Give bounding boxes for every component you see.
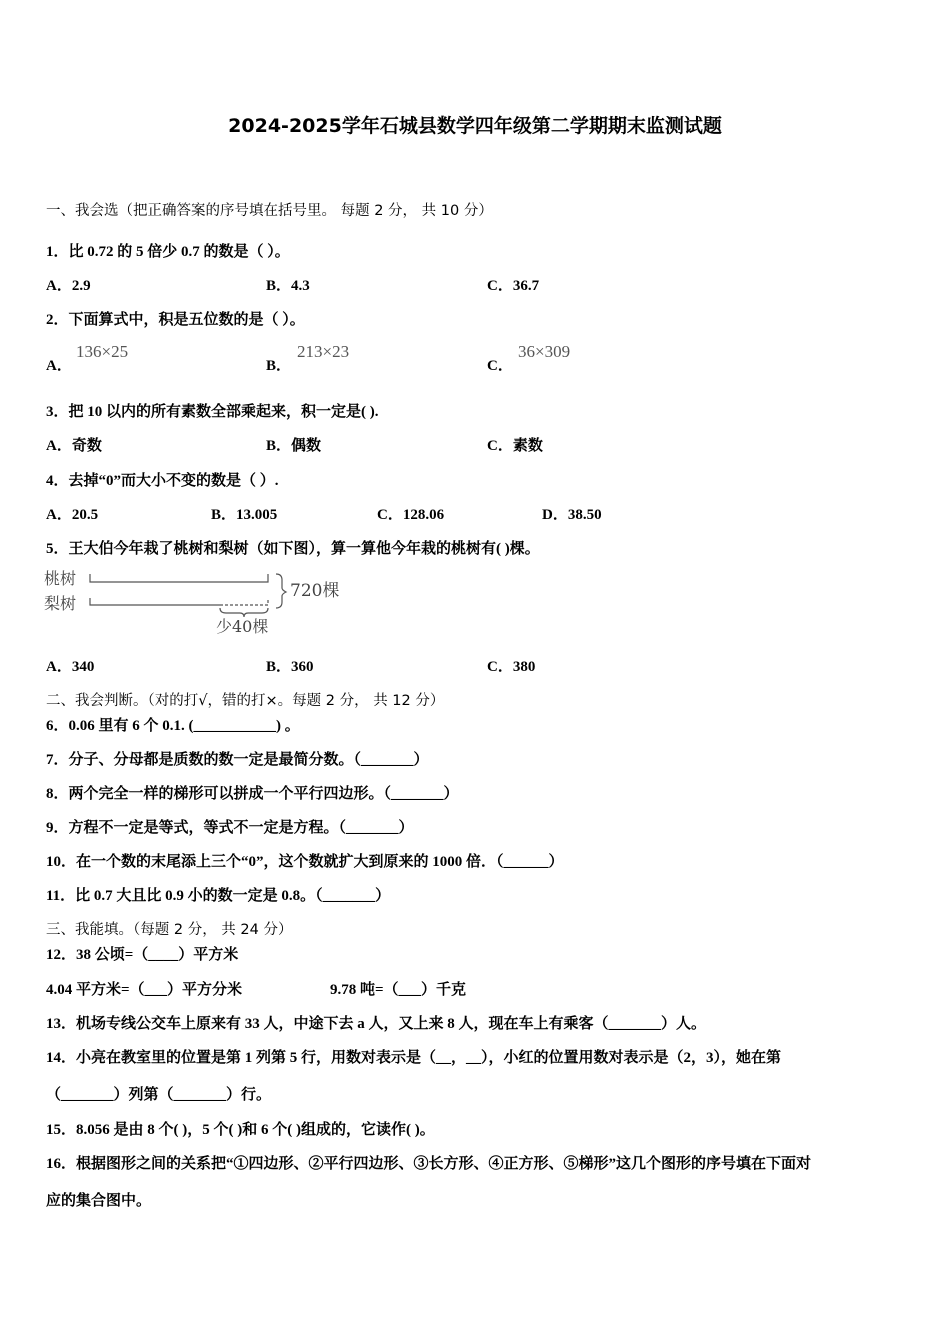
less-label: 少40棵: [216, 617, 269, 636]
question-10: 10．在一个数的末尾添上三个“0”，这个数就扩大到原来的 1000 倍．（______）: [46, 854, 564, 870]
q4-option-c: C．128.06: [377, 507, 445, 523]
q4-option-b: B．13.005: [211, 507, 278, 523]
peach-segment: [90, 574, 268, 582]
question-1: 1．比 0.72 的 5 倍少 0.7 的数是（ ）。: [46, 244, 290, 260]
pear-label: 梨树: [44, 594, 77, 613]
q1-option-a: A．2.9: [46, 278, 91, 294]
question-5: 5．王大伯今年栽了桃树和梨树（如下图），算一算他今年栽的桃树有( )棵。: [46, 541, 540, 557]
q1-option-b: B．4.3: [266, 278, 310, 294]
q1-option-c: C．36.7: [487, 278, 540, 294]
q4-option-a: A．20.5: [46, 507, 99, 523]
q3-option-c: C．素数: [487, 438, 543, 454]
question-16: 16．根据图形之间的关系把“①四边形、②平行四边形、③长方形、④正方形、⑤梯形”这几个图形的序号填在下面对: [46, 1156, 812, 1172]
tree-line-diagram: [44, 562, 364, 642]
q5-option-a: A．340: [46, 659, 95, 675]
pear-missing-segment: [220, 598, 268, 605]
question-8: 8．两个完全一样的梯形可以拼成一个平行四边形。（_______）: [46, 786, 459, 802]
section-2-heading: 二、我会判断。（对的打√，错的打×。每题 2 分， 共 12 分）: [46, 693, 445, 709]
question-15: 15．8.056 是由 8 个( )，5 个( )和 6 个( )组成的，它读作( )。: [46, 1122, 435, 1138]
question-12-part-b: 4.04 平方米=（___）平方分米: [46, 982, 243, 998]
question-4: 4．去掉“0”而大小不变的数是（ ）.: [46, 473, 279, 489]
q3-option-a: A．奇数: [46, 438, 102, 454]
question-14-cont: （_______）列第（_______）行。: [46, 1087, 272, 1103]
pear-segment: [90, 598, 220, 605]
section-1-heading: 一、我会选（把正确答案的序号填在括号里。 每题 2 分， 共 10 分）: [46, 203, 493, 219]
q2-option-a: A．: [46, 358, 72, 374]
q2-expression-b: 213×23: [297, 342, 350, 361]
question-12: 12．38 公顷=（____）平方米: [46, 947, 239, 963]
section-3-heading: 三、我能填。（每题 2 分， 共 24 分）: [46, 922, 293, 938]
peach-label: 桃树: [44, 569, 77, 588]
page-title: 2024-2025学年石城县数学四年级第二学期期末监测试题: [228, 115, 722, 137]
q5-option-b: B．360: [266, 659, 314, 675]
q4-option-d: D．38.50: [542, 507, 602, 523]
less-brace: [220, 608, 268, 617]
question-14: 14．小亮在教室里的位置是第 1 列第 5 行，用数对表示是（__，__），小红的位置用数对表示是（2，3），她在第: [46, 1050, 782, 1066]
q2-option-c: C．: [487, 358, 513, 374]
question-11: 11．比 0.7 大且比 0.9 小的数一定是 0.8。（_______）: [46, 888, 391, 904]
total-label: 720棵: [290, 581, 340, 601]
question-12-part-c: 9.78 吨=（___）千克: [330, 982, 467, 998]
question-16-cont: 应的集合图中。: [46, 1193, 152, 1209]
total-brace: [276, 574, 286, 608]
q2-expression-c: 36×309: [518, 342, 571, 361]
question-7: 7．分子、分母都是质数的数一定是最简分数。（_______）: [46, 752, 429, 768]
question-9: 9．方程不一定是等式，等式不一定是方程。（_______）: [46, 820, 414, 836]
question-2: 2．下面算式中，积是五位数的是（ ）。: [46, 312, 305, 328]
question-3: 3．把 10 以内的所有素数全部乘起来，积一定是( ).: [46, 404, 379, 420]
question-6: 6．0.06 里有 6 个 0.1. (___________) 。: [46, 718, 300, 734]
question-13: 13．机场专线公交车上原来有 33 人，中途下去 a 人，又上来 8 人，现在车上有乘客（_______）人。: [46, 1016, 707, 1032]
q2-expression-a: 136×25: [76, 342, 129, 361]
q5-option-c: C．380: [487, 659, 536, 675]
q3-option-b: B．偶数: [266, 438, 322, 454]
q2-option-b: B．: [266, 358, 292, 374]
